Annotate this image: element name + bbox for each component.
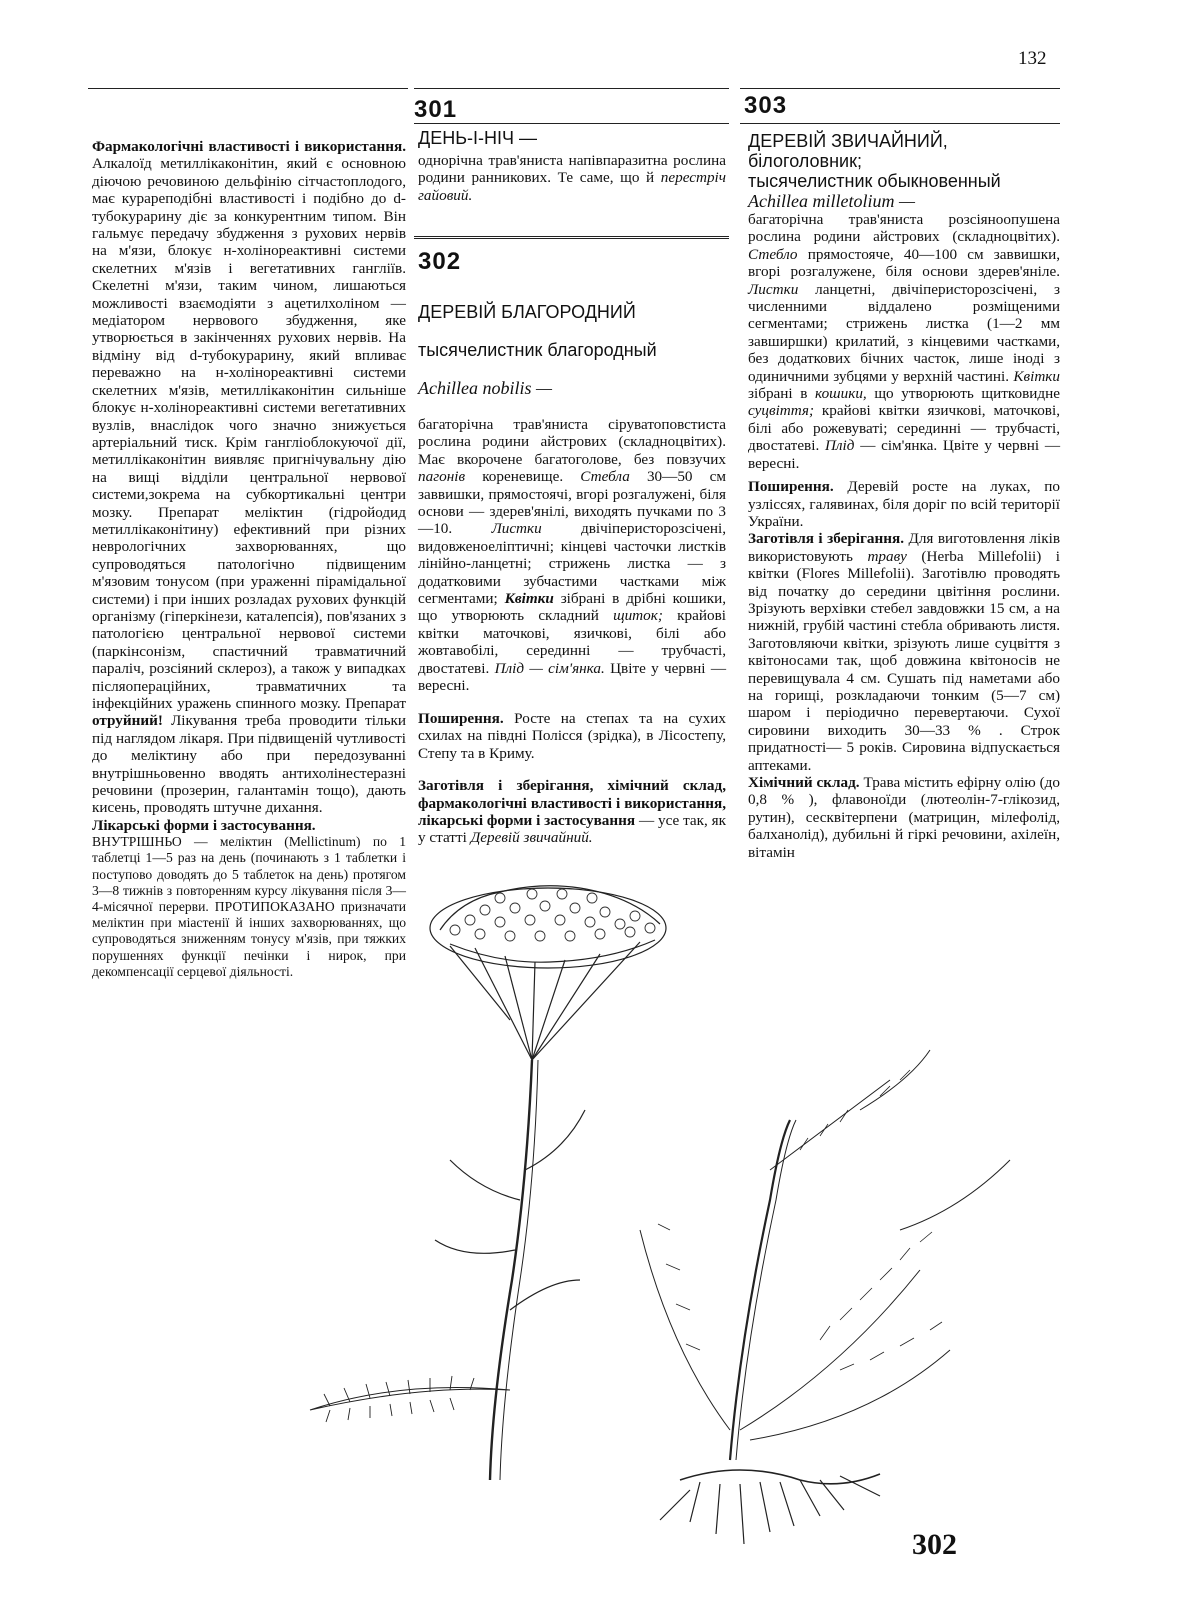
section-303-spread: Поширення. Деревій росте на луках, по узліссях, галявинах, біля доріг по всій території України.	[748, 478, 1060, 530]
forms-text: ВНУТРІШНЬО — меліктин (Mellictinum) по 1 таблетці 1—5 раз на день (починають з 1 таблетки і поступово доводять до 5 таблеток на день) протягом 3—8 тижнів з повторенням курсу лікування після 3—4-місячної перерви. ПРОТИПОКАЗАНО призначати меліктин при міастенії й інших захворюваннях, що супроводяться зниженням тонусу м'язів, при тяжких порушеннях функції печінки і нирок, при декомпенсації серцевої діяльності.	[92, 834, 406, 979]
section-302-latin: Achillea nobilis —	[418, 378, 552, 398]
section-301-number: 301	[414, 96, 458, 123]
header-rule-mid	[414, 88, 729, 89]
section-302-prep: Заготівля і зберігання, хімічний склад, фармакологічні властивості і використання, лікарські форми і застосування — усе так, як у статті Деревій звичайний.	[418, 777, 726, 847]
poison-warning: отруйний!	[92, 712, 163, 730]
figure-label: 302	[912, 1528, 957, 1561]
header-rule-right	[740, 88, 1060, 89]
section-301-rule	[414, 123, 729, 124]
section-303-alt-name: білоголовник;	[748, 151, 862, 171]
section-303-description: багаторічна трав'яниста розсіяноопушена рослина родини айстрових (складноцвітих). Стебло прямостояче, 40—100 см заввишки, вгорі розгалужене, біля основи здерев'яніле. Листки ланцетні, двічіперисторозсічені, з численними віддалено розміщеними сегментами; стрижень листка (1—2 мм завширшки) крилатий, з кінцевими частками, без додаткових бічних часток, лише іноді з одиничними зубцями у верхній частині. Квітки зібрані в кошики, що утворюють щитковидне суцвіття; крайові квітки язичкові, маточкові, білі або рожевуваті; серединні — трубчасті, двостатеві. Плід — сім'янка. Цвіте у червні — вересні.	[748, 211, 1061, 472]
section-303-chem: Хімічний склад. Трава містить ефірну олію (до 0,8 % ), флавоноїди (лютеолін-7-глікозид, рутин), сесквітерпени (матрицин, мілефолід, балханолід), дубильні й гіркі речовини, ахілеїн, вітамін	[748, 774, 1061, 861]
section-301	[418, 128, 726, 204]
section-303-ru-name: тысячелистник обыкновенный	[748, 171, 1001, 191]
column-left	[92, 138, 406, 980]
section-303-latin: Achillea milletolium —	[748, 191, 915, 211]
page-number: 132	[1018, 48, 1047, 69]
section-303-number: 303	[744, 92, 788, 119]
section-303-rule	[740, 123, 1060, 124]
section-303	[748, 131, 1060, 861]
section-302-number: 302	[418, 248, 462, 275]
section-302-rule	[414, 236, 729, 239]
section-302-ru-name: тысячелистник благородный	[418, 340, 657, 360]
yarrow-illustration	[300, 870, 1060, 1570]
pharm-text-2: Лікування треба проводити тільки під наглядом лікаря. При підвищеній чутливості до меліктину або при передозуванні внутрішньовенно вводять антихолінестеразні речовини (прозерин, галантамін тощо), дають кисень, проводять штучне дихання.	[92, 712, 406, 817]
pharm-paragraph	[92, 138, 406, 817]
section-302	[418, 284, 726, 862]
section-301-ref: перестріч гайовий.	[418, 169, 727, 204]
section-301-title: ДЕНЬ-І-НІЧ —	[418, 128, 537, 148]
section-302-spread: Поширення. Росте на степах та на сухих схилах на півдні Полісся (зрідка), в Лісостепу, Степу та в Криму.	[418, 709, 726, 762]
forms-title: Лікарські форми і застосування.	[92, 816, 316, 834]
section-302-description: багаторічна трав'яниста сіруватоповстиста рослина родини айстрових (складноцвітих). Має вкорочене багатоголове, без повзучих пагонів кореневище. Стебла 30—50 см заввишки, прямостоячі, вгорі розгалужені, біля основи — здерев'янілі, виходять пучками по 3—10. Листки двічіперисторозсічені, видовженоеліптичні; кінцеві часточки листків лінійно-ланцетні; стрижень листка — з додатковими зубчастими частками між сегментами; Квітки зібрані в дрібні кошики, що утворюють складний щиток; крайові квітки маточкові, язичкові, білі або жовтавобілі, серединні — трубчасті, двостатеві. Плід — сім'янка. Цвіте у червні — вересні.	[418, 416, 727, 695]
pharm-title: Фармакологічні властивості і використання.	[92, 138, 406, 155]
section-303-title: ДЕРЕВІЙ ЗВИЧАЙНИЙ,	[748, 131, 948, 151]
section-303-prep: Заготівля і зберігання. Для виготовлення ліків використовують траву (Herba Millefolii) і квітки (Flores Millefolii). Заготівлю проводять від початку до середини цвітіння рослини. Зрізують верхівки стебел завдовжки 15 см, а на нижній, грубій частині стебла обривають листя. Заготовляючи квітки, зрізують лише суцвіття з квітоносами так, щоб довжина квітоносів не перевищувала 4 см. Сушать під наметами або на горищі, розкладаючи тонким (5—7 см) шаром і періодично перевертаючи. Сухої сировини виходить 30—33 % . Строк придатності— 5 років. Сировина відпускається аптеками.	[748, 530, 1061, 774]
section-301-text: однорічна трав'яниста напівпаразитна рослина родини ранникових. Те саме, що й перестріч гайовий.	[418, 152, 727, 204]
header-rule-left	[88, 88, 408, 89]
pharm-text: Алкалоїд метиллікаконітин, який є основною діючою речовиною дельфінію сітчастоплодого, має курареподібні властивості і подібно до d-тубокурарину діє за конкурентним типом. Він гальмує передачу збудження з рухових нервів на м'язи, блокує н-холінореактивні системи скелетних м'язів і вегетативних гангліїв. Скелетні м'язи, таким чином, лишаються можливості взаємодіяти з ацетилхоліном — медіатором нервового збудження, яке утворюється в закінченнях рухових нервів. На відміну від d-тубокурарину, який впливає переважно на н-холінореактивні системи скелетних м'язів, метиллікаконітин сильніше блокує н-холінореактивні системи вегетативних вузлів, внаслідок чого значно знижується артеріальний тиск. Крім гангліоблокуючої дії, метиллікаконітин виявляє пригнічувальну дію на вищі відділи центральної нервової системи,зокрема на субкортикальні центри мозку. Препарат меліктин (гідройодид метиллікаконітину) ефективний при різних неврологічних захворюваннях, що супроводяться патологічно підвищеним м'язовим тонусом (при ураженні пірамідальної системи) і при інших розладах рухових функцій організму (гіперкінези, каталепсія), пов'язаних з патологією центральної нервової системи (паркінсонізм, спастичний травматичний параліч, розсіяний склероз), а також у випадках післяопераційних, травматичних та інфекційних уражень спинного мозку. Препарат	[92, 155, 406, 712]
section-302-title: ДЕРЕВІЙ БЛАГОРОДНИЙ	[418, 302, 636, 322]
